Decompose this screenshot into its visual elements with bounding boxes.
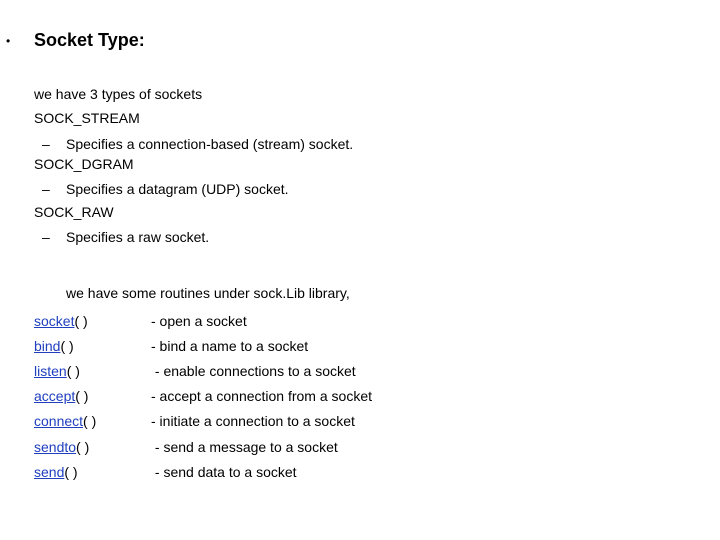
- bullet-marker: •: [6, 34, 11, 48]
- routine-send: [34, 464, 78, 480]
- routine-socket: [34, 313, 88, 329]
- routine-sendto: [34, 439, 89, 455]
- type-desc-raw: Specifies a raw socket.: [66, 229, 210, 245]
- routine-accept: [34, 388, 88, 404]
- slide-title: Socket Type:: [34, 30, 145, 50]
- routine-link-sendto[interactable]: sendto: [34, 439, 77, 455]
- dash-marker: –: [42, 229, 50, 245]
- routine-link-accept[interactable]: accept: [34, 388, 76, 404]
- routine-listen: [34, 363, 80, 379]
- routine-parens: ( ): [76, 439, 90, 455]
- type-name-dgram: SOCK_DGRAM: [34, 156, 134, 172]
- type-name-raw: SOCK_RAW: [34, 204, 114, 220]
- routine-link-socket[interactable]: socket: [34, 313, 75, 329]
- type-desc-stream: Specifies a connection-based (stream) socket.: [66, 136, 354, 152]
- routine-connect: [34, 413, 96, 429]
- intro-text: we have 3 types of sockets: [34, 86, 203, 102]
- routine-link-listen[interactable]: listen: [34, 363, 67, 379]
- routine-parens: ( ): [60, 338, 74, 354]
- routine-link-send[interactable]: send: [34, 464, 65, 480]
- routine-parens: ( ): [64, 464, 78, 480]
- routine-desc-send: - send data to a socket: [151, 464, 297, 480]
- routine-parens: ( ): [74, 313, 88, 329]
- dash-marker: –: [42, 181, 50, 197]
- routine-desc-listen: - enable connections to a socket: [151, 363, 356, 379]
- type-name-stream: SOCK_STREAM: [34, 110, 140, 126]
- type-desc-dgram: Specifies a datagram (UDP) socket.: [66, 181, 289, 197]
- routine-link-bind[interactable]: bind: [34, 338, 61, 354]
- routine-desc-socket: - open a socket: [151, 313, 247, 329]
- routine-bind: [34, 338, 74, 354]
- routine-parens: ( ): [66, 363, 80, 379]
- routine-parens: ( ): [75, 388, 89, 404]
- routine-desc-sendto: - send a message to a socket: [151, 439, 338, 455]
- routine-link-connect[interactable]: connect: [34, 413, 84, 429]
- routines-intro: we have some routines under sock.Lib library,: [66, 285, 350, 301]
- routine-desc-connect: - initiate a connection to a socket: [151, 413, 355, 429]
- dash-marker: –: [42, 136, 50, 152]
- routine-desc-bind: - bind a name to a socket: [151, 338, 309, 354]
- routine-parens: ( ): [83, 413, 97, 429]
- routine-desc-accept: - accept a connection from a socket: [151, 388, 372, 404]
